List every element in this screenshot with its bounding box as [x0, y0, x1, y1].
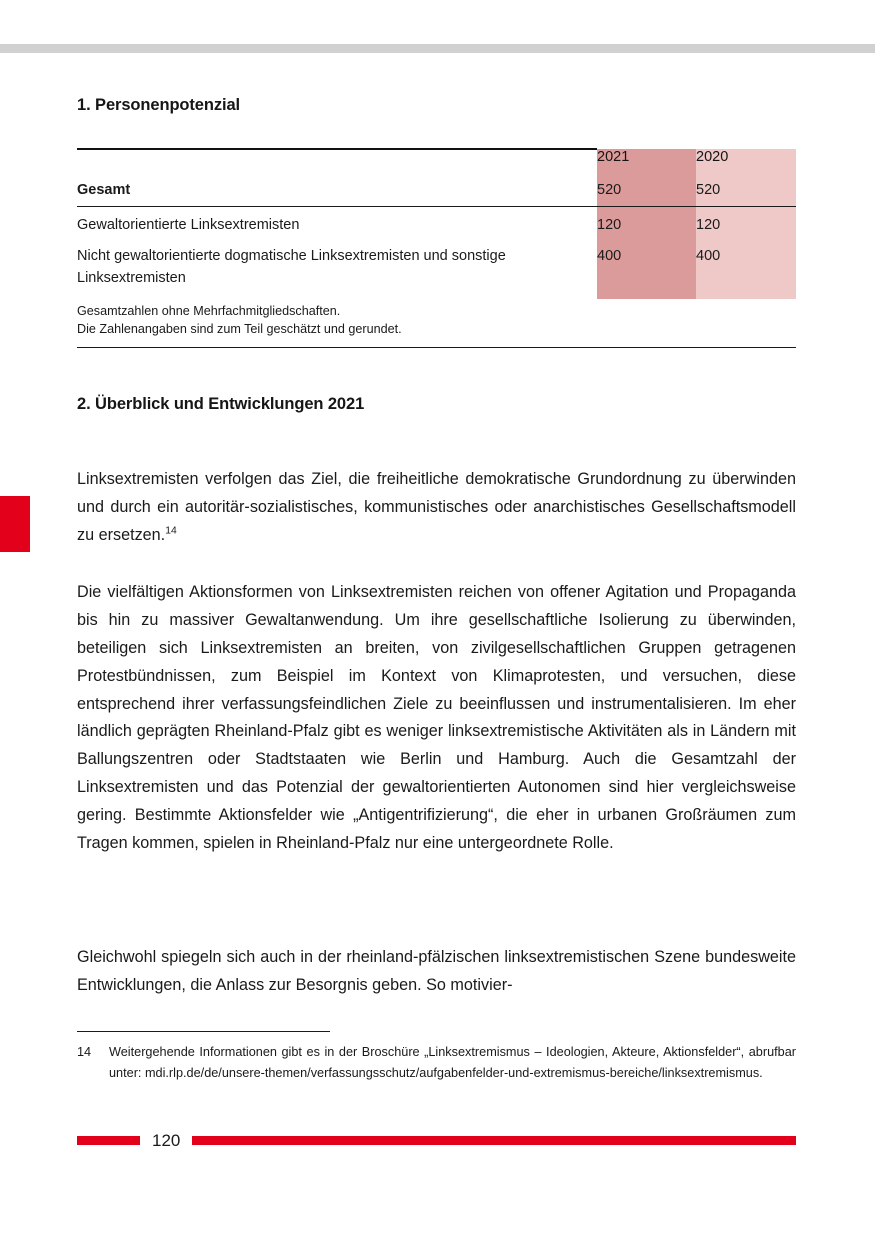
- table-row: [77, 165, 796, 207]
- footnote-separator-rule: [77, 1031, 330, 1032]
- table-cell-2020: 520: [696, 165, 796, 207]
- paragraph-gleichwohl: Gleichwohl spiegeln sich auch in der rheinland-pfälzischen linksextremistischen Szene bundesweite Entwicklungen, die Anlass zur Besorgnis geben. So motivier-: [77, 948, 796, 995]
- table-notes: [77, 302, 796, 339]
- paragraph-aktionsformen: Die vielfältigen Aktionsformen von Linksextremisten reichen von offener Agitation und Propaganda bis hin zu massiver Gewaltanwendung. Um ihre gesellschaftliche Isolierung zu überwinden, beteiligen sich Linksextremisten an breiten, von zivilgesellschaftlichen Gruppen getragenen Protestbündnissen, zum Beispiel im Kontext von Klimaprotesten, und versuchen, diese entsprechend ihrer verfassungsfeindlichen Ziele zu beeinflussen und instrumentalisieren. Im eher ländlich geprägten Rheinland-Pfalz gibt es weniger linksextremistische Aktivitäten als in Ländern mit Ballungszentren oder Stadtstaaten wie Berlin und Hamburg. Auch die Gesamtzahl der Linksextremisten und das Potenzial der gewaltorientierten Autonomen sind hier vergleichsweise gering. Bestimmte Aktionsfelder wie „Antigentrifizierung“, die eher in urbanen Großräumen zum Tragen kommen, spielen in Rheinland-Pfalz nur eine untergeordnete Rolle.: [77, 583, 796, 852]
- footnote-text: Weitergehende Informationen gibt es in der Broschüre „Linksextremismus – Ideologien, Akteure, Aktionsfelder“, abrufbar unter: mdi.rlp.de/de/unsere-themen/verfassungsschutz/aufgabenfelder-und-extremismus-bereiche/linksextremismus.: [109, 1045, 796, 1080]
- paragraph-ziel: [77, 466, 796, 550]
- table-bottom-rule: [77, 347, 796, 348]
- table-note-line: Die Zahlenangaben sind zum Teil geschätzt und gerundet.: [77, 322, 402, 337]
- table-cell-2021: 520: [597, 165, 696, 207]
- section-heading-personenpotenzial: 1. Personenpotenzial: [77, 96, 241, 114]
- table-header-blank: [77, 149, 597, 165]
- table-header-2020: 2020: [696, 149, 796, 165]
- page-number: 120: [152, 1131, 181, 1150]
- table-row: [77, 207, 796, 239]
- table-cell-2021: 120: [597, 207, 696, 239]
- table-row: [77, 238, 796, 299]
- footnote-14: [77, 1042, 796, 1083]
- personenpotenzial-table-wrap: [77, 148, 796, 299]
- footnote-number: 14: [77, 1045, 92, 1059]
- table-cell-2021: 400: [597, 238, 696, 299]
- table-cell-2020: 400: [696, 238, 796, 299]
- footnote-reference-14: 14: [165, 525, 177, 537]
- top-gray-band: [0, 44, 875, 53]
- paragraph-ziel-text: Linksextremisten verfolgen das Ziel, die freiheitliche demokratische Grundordnung zu überwinden und durch ein autoritär-sozialistisches, kommunistisches oder anarchistisches Gesellschaftsmodell zu ersetzen.: [77, 470, 796, 544]
- footer-bar-short: [77, 1136, 140, 1145]
- table-cell-2020: 120: [696, 207, 796, 239]
- table-cell-label: Gewaltorientierte Linksextremisten: [77, 217, 300, 234]
- chapter-edge-tab: [0, 496, 30, 552]
- section-heading-ueberblick: 2. Überblick und Entwicklungen 2021: [77, 395, 365, 413]
- table-note-line: Gesamtzahlen ohne Mehrfachmitgliedschaften.: [77, 304, 341, 318]
- table-header-row: [77, 149, 796, 165]
- page-footer: [77, 1132, 796, 1149]
- footer-bar-long: [192, 1136, 796, 1145]
- personenpotenzial-table: [77, 148, 796, 299]
- table-cell-label: Nicht gewaltorientierte dogmatische Linksextremisten und sonstige Linksextremisten: [77, 248, 506, 287]
- table-cell-label: Gesamt: [77, 165, 597, 207]
- table-header-2021: 2021: [597, 149, 696, 165]
